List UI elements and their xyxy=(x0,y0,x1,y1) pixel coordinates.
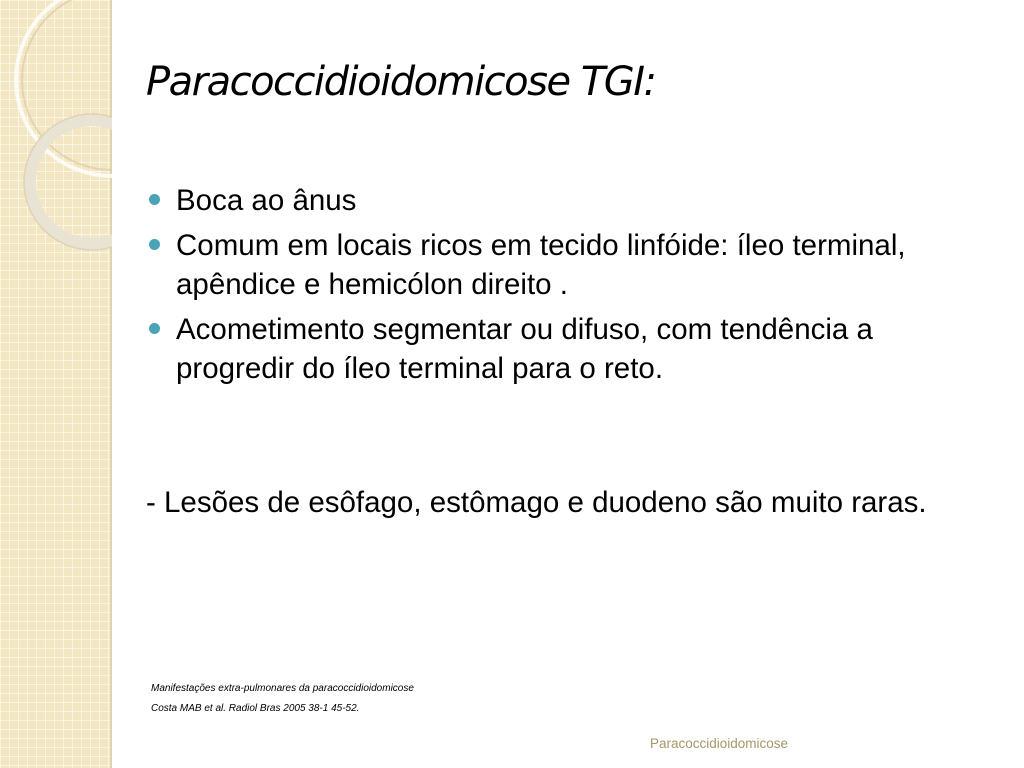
bullet-dot-icon xyxy=(149,323,160,334)
decorative-side-panel xyxy=(0,0,112,768)
bullet-item xyxy=(146,310,946,388)
bullet-text: Boca ao ânus xyxy=(176,184,357,217)
references xyxy=(151,679,414,719)
note-paragraph: - Lesões de esôfago, estômago e duodeno são muito raras. xyxy=(146,486,927,519)
bullet-dot-icon xyxy=(149,239,160,250)
bullet-item xyxy=(146,181,946,220)
bullet-dot-icon xyxy=(149,194,160,205)
bullet-text: Comum em locais ricos em tecido linfóide: íleo terminal, apêndice e hemicólon direito . xyxy=(176,229,906,301)
footer-text: Paracoccidioidomicose xyxy=(650,736,789,751)
decorative-rings xyxy=(0,0,112,300)
bullet-list xyxy=(146,181,946,394)
reference-line: Costa MAB et al. Radiol Bras 2005 38-1 45-52. xyxy=(151,703,360,714)
bullet-text: Acometimento segmentar ou difuso, com tendência a progredir do íleo terminal para o reto. xyxy=(176,313,873,385)
bullet-item xyxy=(146,226,946,304)
reference-line: Manifestações extra-pulmonares da paracoccidioidomicose xyxy=(151,683,414,694)
slide-title: Paracoccidioidomicose TGI: xyxy=(146,59,656,105)
